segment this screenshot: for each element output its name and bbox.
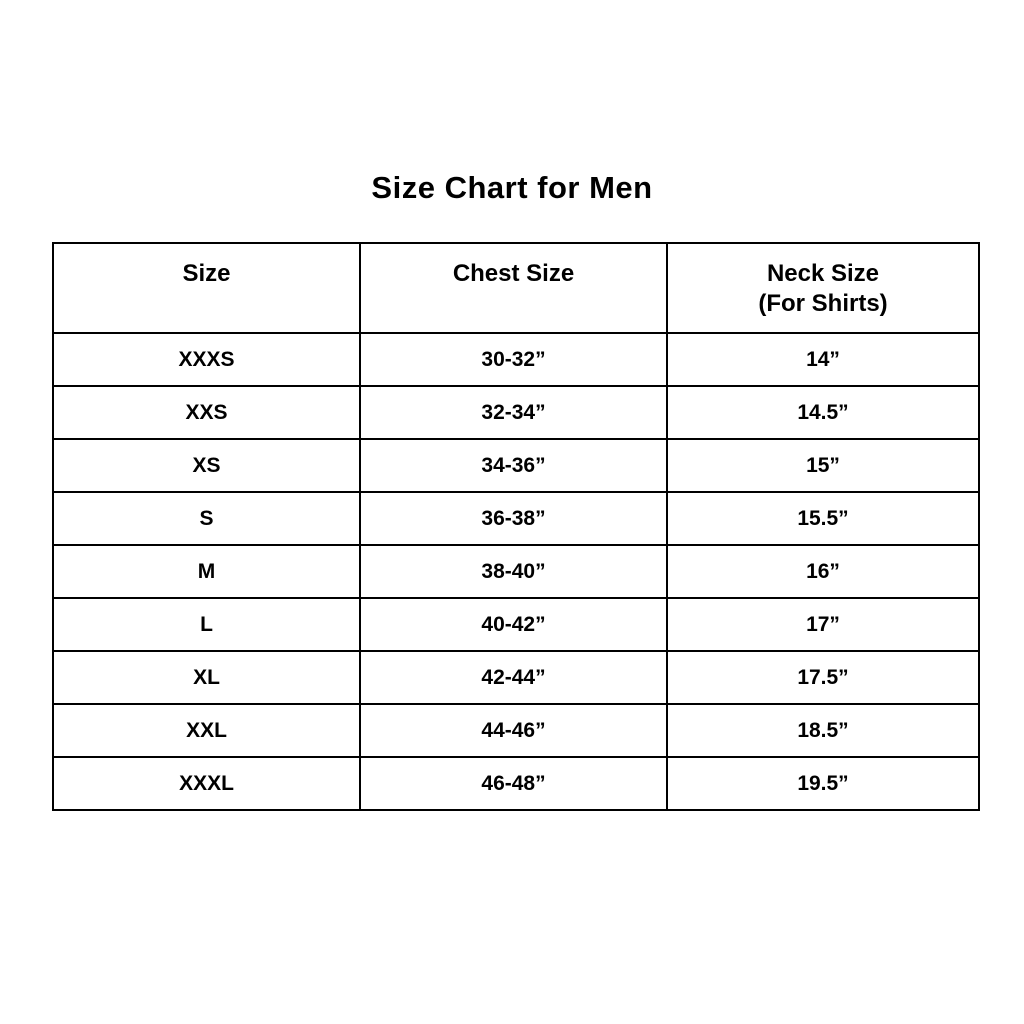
- table-row: [53, 439, 979, 492]
- chest-size-cell: 32-34”: [360, 386, 667, 439]
- column-header-neck-size-label: Neck Size: [766, 260, 880, 287]
- column-header-chest-size: [360, 243, 667, 333]
- chest-size-cell: 30-32”: [360, 333, 667, 386]
- size-cell: XXL: [53, 704, 360, 757]
- table-header-row: [53, 243, 979, 333]
- chest-size-cell: 42-44”: [360, 651, 667, 704]
- table-row: [53, 598, 979, 651]
- chest-size-cell: 38-40”: [360, 545, 667, 598]
- size-cell: S: [53, 492, 360, 545]
- neck-size-cell: 17”: [667, 598, 979, 651]
- column-header-size-label: Size: [182, 260, 231, 287]
- chest-size-cell: 40-42”: [360, 598, 667, 651]
- column-header-chest-size-label: Chest Size: [452, 260, 575, 287]
- neck-size-cell: 14”: [667, 333, 979, 386]
- neck-size-cell: 16”: [667, 545, 979, 598]
- size-cell: XS: [53, 439, 360, 492]
- neck-size-cell: 19.5”: [667, 757, 979, 810]
- neck-size-cell: 15”: [667, 439, 979, 492]
- size-cell: XXXS: [53, 333, 360, 386]
- size-cell: XXS: [53, 386, 360, 439]
- table-row: [53, 386, 979, 439]
- chest-size-cell: 44-46”: [360, 704, 667, 757]
- table-row: [53, 492, 979, 545]
- table-row: [53, 704, 979, 757]
- neck-size-cell: 18.5”: [667, 704, 979, 757]
- size-cell: L: [53, 598, 360, 651]
- size-cell: XXXL: [53, 757, 360, 810]
- neck-size-cell: 17.5”: [667, 651, 979, 704]
- column-header-size: [53, 243, 360, 333]
- neck-size-cell: 15.5”: [667, 492, 979, 545]
- table-row: [53, 333, 979, 386]
- column-header-neck-size-sublabel: (For Shirts): [758, 290, 888, 317]
- table-row: [53, 757, 979, 810]
- size-cell: XL: [53, 651, 360, 704]
- chest-size-cell: 34-36”: [360, 439, 667, 492]
- size-chart-table: [52, 242, 980, 811]
- table-row: [53, 651, 979, 704]
- chest-size-cell: 36-38”: [360, 492, 667, 545]
- size-cell: M: [53, 545, 360, 598]
- chest-size-cell: 46-48”: [360, 757, 667, 810]
- column-header-neck-size: [667, 243, 979, 333]
- neck-size-cell: 14.5”: [667, 386, 979, 439]
- table-row: [53, 545, 979, 598]
- page-title: Size Chart for Men: [371, 170, 653, 205]
